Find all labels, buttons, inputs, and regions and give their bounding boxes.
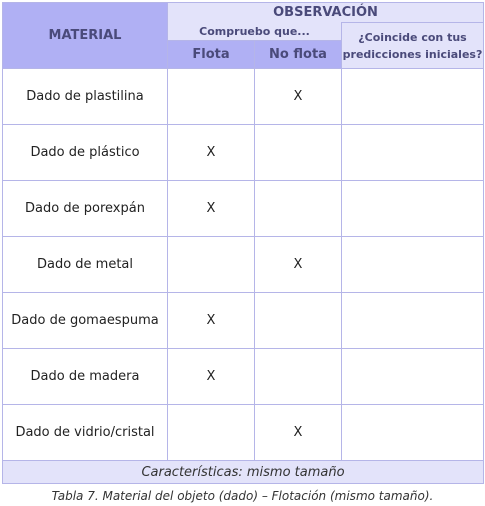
coincide-cell	[342, 293, 484, 349]
material-cell: Dado de plastilina	[3, 69, 168, 125]
table-row	[3, 293, 484, 349]
observation-table	[2, 2, 484, 484]
flota-cell: X	[168, 125, 255, 181]
material-cell: Dado de metal	[3, 237, 168, 293]
header-coincide: ¿Coincide con tus predicciones iniciales?	[342, 23, 484, 69]
table-row	[3, 69, 484, 125]
no-flota-cell	[255, 293, 342, 349]
coincide-cell	[342, 125, 484, 181]
no-flota-cell: X	[255, 405, 342, 461]
header-flota: Flota	[168, 41, 255, 69]
flota-cell: X	[168, 181, 255, 237]
header-compruebo: Compruebo que...	[168, 23, 342, 41]
header-material: MATERIAL	[3, 3, 168, 69]
coincide-cell	[342, 69, 484, 125]
material-cell: Dado de gomaespuma	[3, 293, 168, 349]
flota-cell: X	[168, 349, 255, 405]
table-row	[3, 125, 484, 181]
material-cell: Dado de plástico	[3, 125, 168, 181]
flota-cell	[168, 69, 255, 125]
table-row	[3, 349, 484, 405]
coincide-cell	[342, 405, 484, 461]
no-flota-cell	[255, 125, 342, 181]
header-no-flota: No flota	[255, 41, 342, 69]
no-flota-cell	[255, 349, 342, 405]
coincide-cell	[342, 237, 484, 293]
table-row	[3, 405, 484, 461]
coincide-cell	[342, 349, 484, 405]
no-flota-cell: X	[255, 69, 342, 125]
flota-cell	[168, 405, 255, 461]
table-caption: Tabla 7. Material del objeto (dado) – Flotación (mismo tamaño).	[51, 489, 434, 503]
material-cell: Dado de porexpán	[3, 181, 168, 237]
header-observacion: OBSERVACIÓN	[168, 3, 484, 23]
material-cell: Dado de vidrio/cristal	[3, 405, 168, 461]
no-flota-cell: X	[255, 237, 342, 293]
flota-cell	[168, 237, 255, 293]
table-footer: Características: mismo tamaño	[3, 461, 484, 484]
flota-cell: X	[168, 293, 255, 349]
coincide-cell	[342, 181, 484, 237]
no-flota-cell	[255, 181, 342, 237]
table-row	[3, 181, 484, 237]
material-cell: Dado de madera	[3, 349, 168, 405]
table-row	[3, 237, 484, 293]
